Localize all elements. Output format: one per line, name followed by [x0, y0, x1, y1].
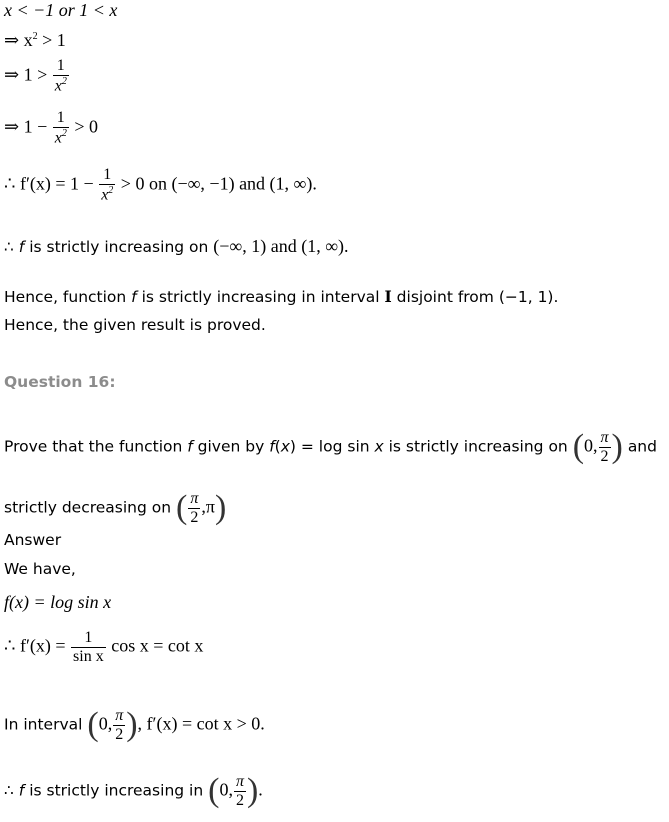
- equation-derivative: [4, 630, 203, 665]
- text: (: [274, 437, 281, 456]
- result-proved-line: Hence, the given result is proved.: [4, 316, 266, 334]
- math-text: cos x = cot x: [111, 635, 204, 656]
- fraction-denominator: 2: [600, 447, 609, 465]
- text: and: [627, 437, 657, 456]
- fraction-1-over-sinx: [71, 630, 106, 665]
- equation-f-of-x: f(x) = log sin x: [4, 592, 112, 612]
- hence-line: [4, 287, 558, 306]
- math-text: > 1: [37, 30, 66, 50]
- denominator-var: x: [54, 129, 62, 147]
- interval-start: 0,: [219, 779, 233, 800]
- right-paren: ): [126, 706, 138, 743]
- fraction-pi-over-2: [188, 491, 200, 526]
- question-heading: Question 16:: [4, 373, 116, 391]
- left-paren: (: [572, 428, 585, 465]
- fraction-denominator: [53, 76, 69, 94]
- text: is strictly increasing in: [24, 781, 204, 800]
- question-statement-line-1: [4, 428, 657, 466]
- right-paren: ): [246, 772, 259, 809]
- math-text: ⇒ 1 >: [4, 64, 48, 85]
- math-line-one-minus-fraction: [4, 110, 98, 146]
- increasing-conclusion-line: [4, 772, 263, 810]
- in-interval-line: [4, 706, 265, 744]
- text: is strictly increasing on: [24, 238, 214, 256]
- we-have-line: We have,: [4, 560, 76, 578]
- fraction-denominator: 2: [235, 791, 244, 809]
- interval-I: I: [384, 287, 392, 306]
- function-f: f: [18, 781, 25, 800]
- text: In interval: [4, 715, 83, 734]
- function-f: f: [18, 238, 25, 256]
- math-line-x-squared: [4, 30, 66, 51]
- math-text: ⇒ x: [4, 30, 33, 50]
- math-line-x-range: x < −1 or 1 < x: [4, 0, 118, 20]
- fraction-numerator: 1: [53, 58, 69, 76]
- text: Hence, function: [4, 288, 132, 306]
- variable-x: x: [280, 437, 290, 456]
- math-text: > 0 on (−∞, −1) and (1, ∞).: [120, 173, 317, 194]
- fraction-denominator: [53, 128, 69, 146]
- function-f: f: [131, 288, 137, 306]
- math-line-derivative: [4, 167, 317, 203]
- interval-start: 0,: [98, 713, 113, 734]
- right-paren: ): [214, 489, 227, 526]
- text: is strictly increasing on: [383, 437, 568, 456]
- fraction-numerator: π: [235, 772, 244, 790]
- exponent: 2: [61, 128, 67, 139]
- text: Prove that the function: [4, 437, 188, 456]
- math-text: , f′(x) = cot x > 0.: [137, 713, 265, 734]
- fraction-numerator: 1: [99, 167, 115, 185]
- interval-start: 0,: [584, 435, 598, 456]
- denominator-var: x: [101, 186, 109, 204]
- interval-math: (−∞, 1) and (1, ∞).: [213, 236, 349, 256]
- variable-x: x: [374, 437, 384, 456]
- question-statement-line-2: [4, 489, 226, 527]
- text: strictly decreasing on: [4, 498, 172, 517]
- text: is strictly increasing in interval: [136, 288, 385, 306]
- fraction-1-over-x2: [53, 58, 69, 94]
- fraction-numerator: 1: [53, 110, 69, 128]
- left-paren: (: [208, 772, 220, 809]
- therefore-symbol: ∴: [4, 238, 19, 256]
- math-text: ⇒ 1 −: [4, 116, 48, 137]
- interval-end: ,π: [201, 496, 215, 517]
- conclusion-line: [4, 236, 349, 257]
- period: .: [258, 779, 263, 800]
- function-f: f: [269, 437, 275, 456]
- fraction-1-over-x2: [53, 110, 69, 146]
- fraction-denominator: 2: [190, 508, 199, 526]
- fraction-pi-over-2: [113, 708, 125, 743]
- text: disjoint from (−1, 1).: [391, 288, 559, 306]
- denominator-var: x: [54, 77, 62, 95]
- fraction-numerator: π: [600, 428, 609, 446]
- exponent: 2: [108, 185, 114, 196]
- fraction-denominator: 2: [115, 725, 124, 743]
- exponent: 2: [32, 31, 38, 42]
- fraction-denominator: [99, 185, 115, 203]
- math-text: ∴ f′(x) = 1 −: [4, 173, 94, 194]
- text: given by: [192, 437, 270, 456]
- function-f: f: [187, 437, 193, 456]
- therefore-symbol: ∴: [4, 781, 19, 800]
- fraction-1-over-x2: [99, 167, 115, 203]
- text: ) = log sin: [289, 437, 375, 456]
- fraction-numerator: 1: [71, 630, 106, 648]
- fraction-pi-over-2: [599, 430, 611, 465]
- right-paren: ): [611, 428, 623, 465]
- fraction-pi-over-2: [234, 774, 246, 809]
- exponent: 2: [61, 76, 67, 87]
- math-text: > 0: [74, 116, 98, 137]
- math-text: ∴ f′(x) =: [4, 635, 66, 656]
- left-paren: (: [87, 706, 99, 743]
- fraction-numerator: π: [115, 706, 124, 724]
- math-line-one-gt-fraction: [4, 58, 70, 94]
- fraction-numerator: π: [190, 489, 199, 507]
- fraction-denominator: sin x: [73, 648, 104, 665]
- left-paren: (: [176, 489, 188, 526]
- answer-label: Answer: [4, 531, 62, 549]
